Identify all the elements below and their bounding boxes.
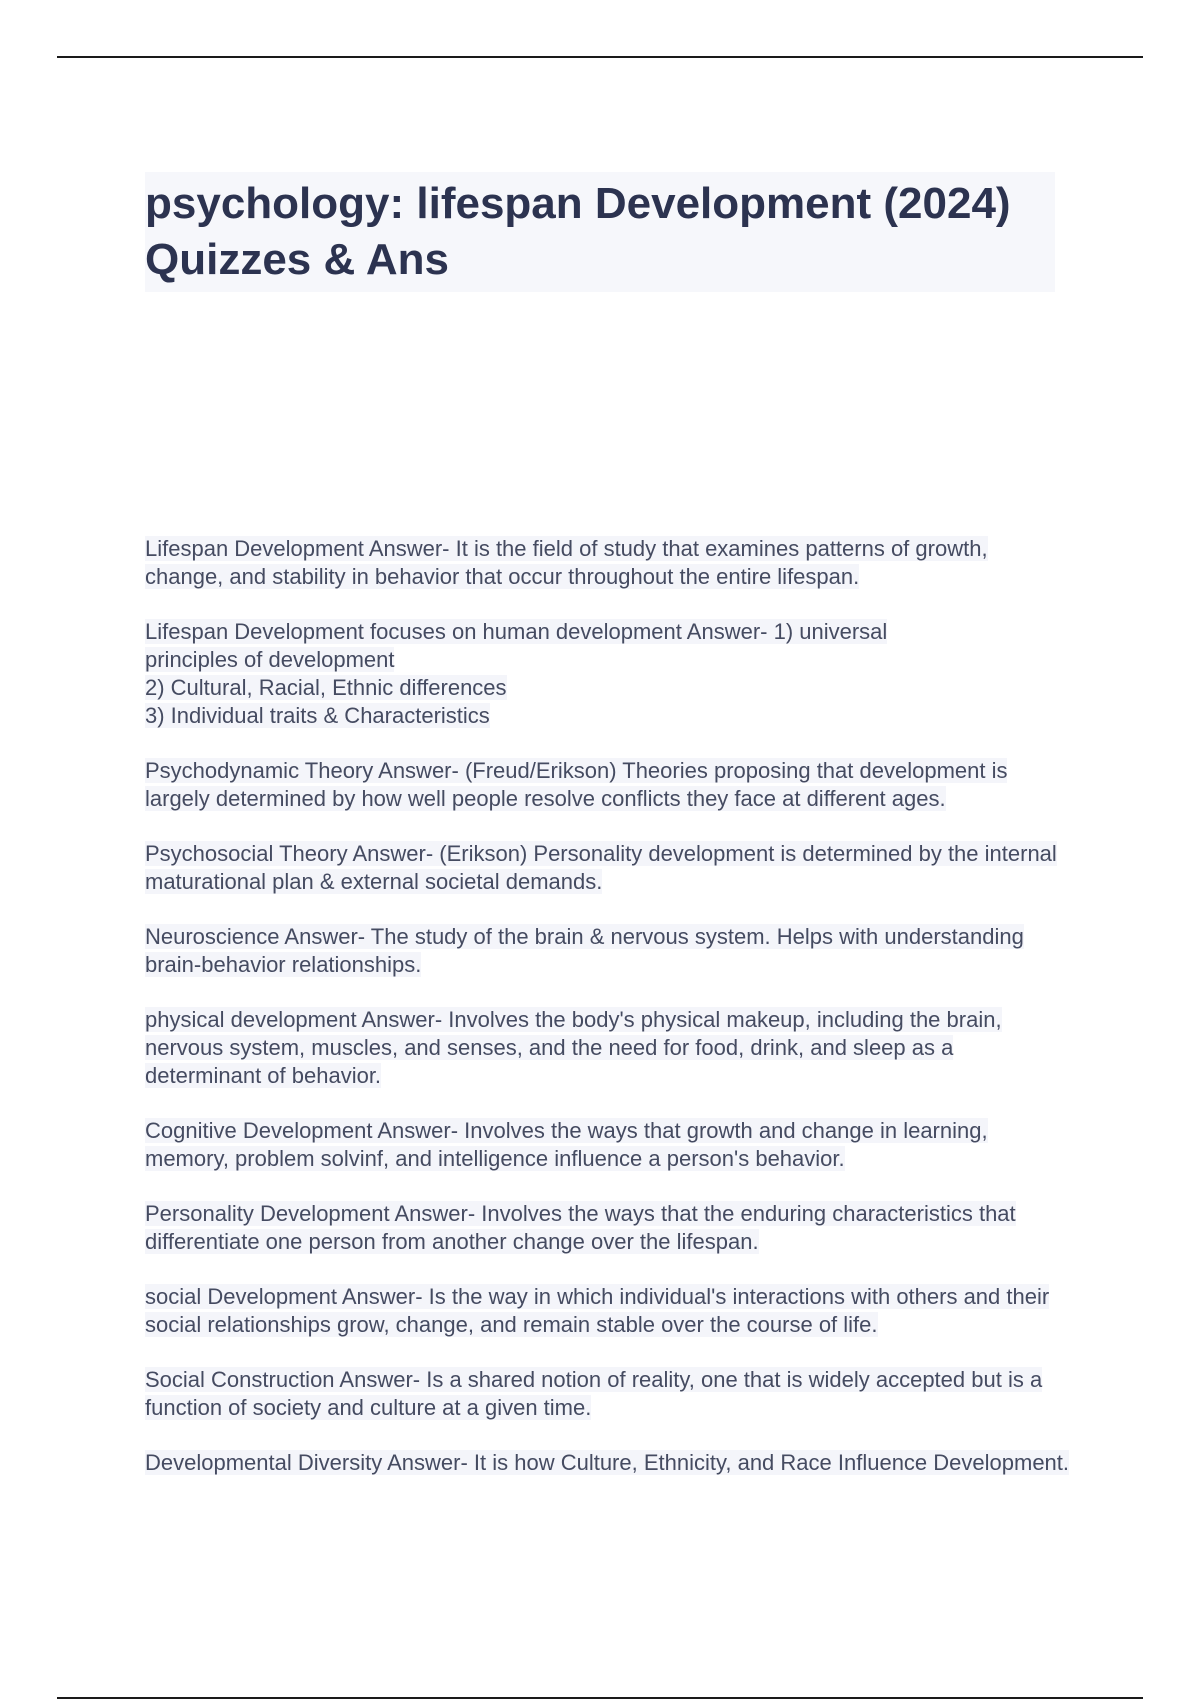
qa-entry-text: Developmental Diversity Answer- It is how Culture, Ethnicity, and Race Influence Development. <box>145 1450 1070 1475</box>
qa-entry-text: Cognitive Development Answer- Involves the ways that growth and change in learning, memory, problem solvinf, and intelligence influence a person's behavior. <box>145 1118 988 1171</box>
qa-entry <box>145 840 1070 896</box>
qa-entry-text: Lifespan Development focuses on human development Answer- 1) universal principles of development 2) Cultural, Racial, Ethnic differences 3) Individual traits & Characteristics <box>145 619 888 728</box>
qa-entry <box>145 923 1070 979</box>
qa-entry-text: Personality Development Answer- Involves the ways that the enduring characteristics that differentiate one person from another change over the lifespan. <box>145 1201 1016 1254</box>
qa-entry-text: Psychodynamic Theory Answer- (Freud/Erikson) Theories proposing that development is largely determined by how well people resolve conflicts they face at different ages. <box>145 758 1008 811</box>
qa-entry <box>145 1200 1070 1256</box>
qa-entry <box>145 1449 1070 1477</box>
qa-list <box>145 535 1070 1504</box>
page-title: psychology: lifespan Development (2024) Quizzes & Ans <box>145 172 1055 292</box>
qa-entry-text: social Development Answer- Is the way in which individual's interactions with others and their social relationships grow, change, and remain stable over the course of life. <box>145 1284 1050 1337</box>
qa-entry <box>145 618 1070 730</box>
qa-entry-text: Neuroscience Answer- The study of the brain & nervous system. Helps with understanding brain-behavior relationships. <box>145 924 1024 977</box>
bottom-divider <box>57 1697 1143 1699</box>
qa-entry <box>145 535 1070 591</box>
qa-entry-text: physical development Answer- Involves the body's physical makeup, including the brain, nervous system, muscles, and senses, and the need for food, drink, and sleep as a determinant of behavior. <box>145 1007 1002 1088</box>
qa-entry <box>145 1117 1070 1173</box>
qa-entry <box>145 757 1070 813</box>
qa-entry <box>145 1283 1070 1339</box>
qa-entry <box>145 1006 1070 1090</box>
qa-entry-text: Lifespan Development Answer- It is the field of study that examines patterns of growth, change, and stability in behavior that occur throughout the entire lifespan. <box>145 536 988 589</box>
top-divider <box>57 56 1143 58</box>
qa-entry <box>145 1366 1070 1422</box>
qa-entry-text: Social Construction Answer- Is a shared notion of reality, one that is widely accepted but is a function of society and culture at a given time. <box>145 1367 1043 1420</box>
qa-entry-text: Psychosocial Theory Answer- (Erikson) Personality development is determined by the internal maturational plan & external societal demands. <box>145 841 1057 894</box>
